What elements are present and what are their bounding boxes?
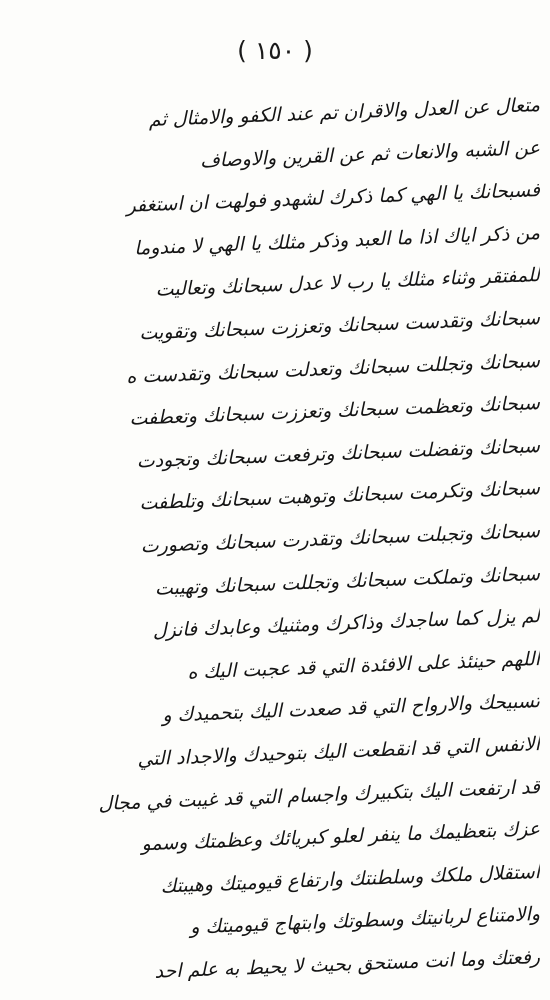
text-line: الانفس التي قد انقطعت اليك بتوحيدك والاجداد التي [136, 732, 541, 771]
text-line: سبحانك وتجبلت سبحانك وتقدرت سبحانك وتصورت [140, 519, 541, 558]
text-line: استقلال ملكك وسلطنتك وارتفاع قيوميتك وهيبتك [160, 860, 541, 898]
text-line: سبحانك وتكرمت سبحانك وتوهبت سبحانك وتلطفت [139, 477, 541, 515]
text-line: عزك بتعظيمك ما ينفر لعلو كبريائك وعظمتك وسمو [141, 818, 541, 856]
text-body [40, 84, 541, 983]
text-line: متعال عن العدل والاقران تم عند الكفو والامثال ثم [148, 94, 541, 132]
text-line: والامتناع لربانيتك وسطوتك وابتهاج قيوميتك و [189, 903, 541, 939]
text-line: سبحانك وتملكت سبحانك وتجللت سبحانك وتهيبت [154, 562, 541, 600]
text-line: سبحانك وتجللت سبحانك وتعدلت سبحانك وتقدست ه [126, 349, 541, 388]
text-line: رفعتك وما انت مستحق بحيث لا يحيط به علم احد [154, 945, 541, 983]
text-line: قد ارتفعت اليك بتكبيرك واجسام التي قد غيبت في مجال [97, 775, 541, 815]
page-number: ( ١٥٠ ) [237, 36, 313, 65]
text-line: سبحانك وتقدست سبحانك وتعززت سبحانك وتقويت [139, 306, 541, 345]
text-line: سبحانك وتعظمت سبحانك وتعززت سبحانك وتعطفت [129, 392, 541, 430]
text-line: للمفتقر وثناء مثلك يا رب لا عدل سبحانك وتعاليت [155, 264, 541, 302]
text-line: من ذكر اياك اذا ما العبد وذكر مثلك يا الهي لا مندوما [133, 221, 541, 260]
text-line: سبحانك وتفضلت سبحانك وترفعت سبحانك وتجودت [136, 434, 541, 473]
text-line: فسبحانك يا الهي كما ذكرك لشهدو فولهت ان استغفر [126, 179, 541, 218]
text-line: تسبيحك والارواح التي قد صعدت اليك بتحميدك و [161, 690, 541, 727]
text-line: اللهم حينئذ على الافئدة التي قد عجبت اليك ه [187, 647, 541, 684]
text-line: عن الشبه والانعات ثم عن القرين والاوصاف [199, 136, 541, 172]
text-line: لم يزل كما ساجدك وذاكرك ومثنيك وعابدك فانزل [152, 605, 541, 642]
